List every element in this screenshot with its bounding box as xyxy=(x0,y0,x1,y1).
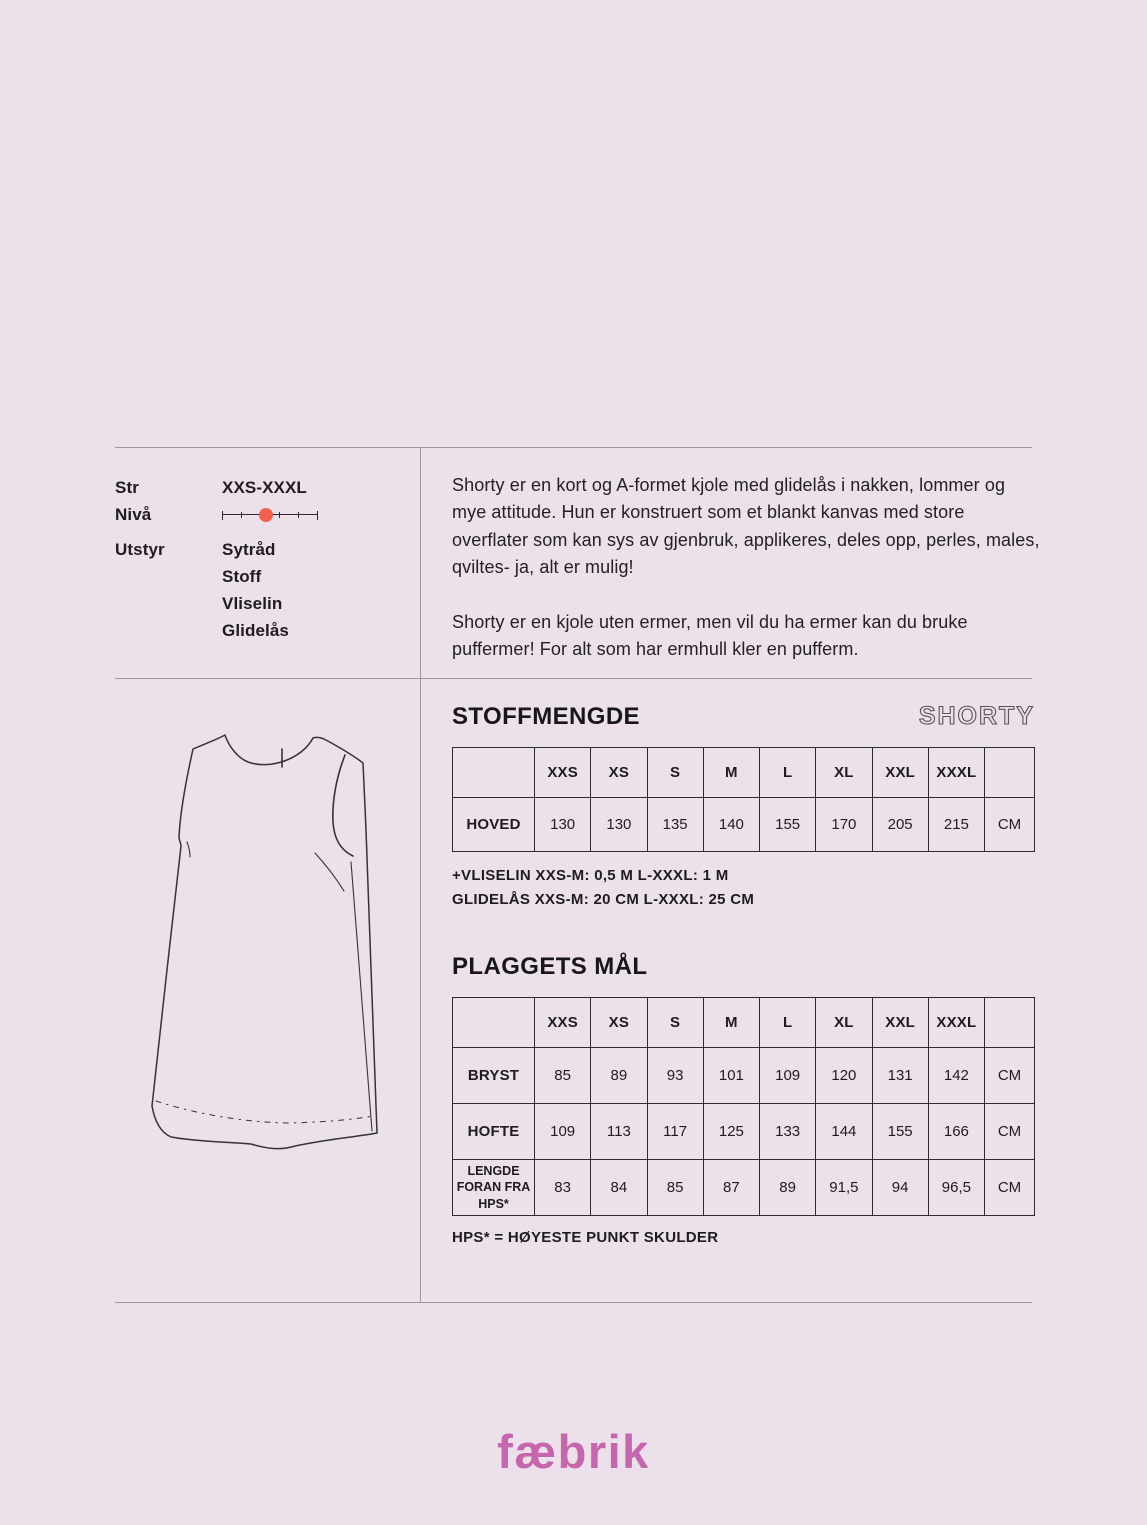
table-cell: 135 xyxy=(647,798,703,852)
table-cell: 155 xyxy=(872,1104,928,1160)
table-cell: 89 xyxy=(760,1160,816,1216)
fabric-amount-table xyxy=(452,747,1035,852)
table-cell: 120 xyxy=(816,1048,872,1104)
table-cell: 89 xyxy=(591,1048,647,1104)
level-tick xyxy=(279,512,280,518)
table-row-label: LENGDE FORAN FRA HPS* xyxy=(453,1160,535,1216)
table-cell: 96,5 xyxy=(928,1160,984,1216)
table-header-cell: M xyxy=(703,998,759,1048)
table-cell: 117 xyxy=(647,1104,703,1160)
table-cell: 205 xyxy=(872,798,928,852)
table-cell: 93 xyxy=(647,1048,703,1104)
pattern-name-watermark: SHORTY xyxy=(918,702,1035,730)
table-cell: 94 xyxy=(872,1160,928,1216)
table-row xyxy=(453,1048,1035,1104)
garment-measurements-table xyxy=(452,997,1035,1216)
level-label: Nivå xyxy=(115,505,152,524)
table-cell: 109 xyxy=(760,1048,816,1104)
hps-footnote: HPS* = HØYESTE PUNKT SKULDER xyxy=(452,1229,719,1246)
table-header-cell: XXXL xyxy=(928,748,984,798)
table-header-cell xyxy=(453,748,535,798)
equipment-item: Vliselin xyxy=(222,594,283,613)
table-cell: 131 xyxy=(872,1048,928,1104)
table-cell: CM xyxy=(985,1160,1035,1216)
description-paragraph: Shorty er en kort og A-formet kjole med glidelås i nakken, lommer og mye attitude. Hun er konstruert som et blankt kanvas med store overflater som kan sys av gjenbruk, applikeres, deles opp, perles, males, qviltes- ja, alt er mulig! xyxy=(452,475,1040,578)
table-cell: 142 xyxy=(928,1048,984,1104)
level-slider xyxy=(222,501,318,528)
table-row xyxy=(453,798,1035,852)
table-cell: 113 xyxy=(591,1104,647,1160)
fabric-note-line: GLIDELÅS XXS-M: 20 CM L-XXXL: 25 CM xyxy=(452,891,755,908)
table-row xyxy=(453,748,1035,798)
table-cell: 101 xyxy=(703,1048,759,1104)
table-cell: 91,5 xyxy=(816,1160,872,1216)
level-tick xyxy=(317,511,318,520)
table-cell: CM xyxy=(985,1048,1035,1104)
table-cell: 87 xyxy=(703,1160,759,1216)
table-header-cell: L xyxy=(760,998,816,1048)
table-cell: 144 xyxy=(816,1104,872,1160)
table-row xyxy=(453,1160,1035,1216)
dress-illustration xyxy=(130,710,420,1170)
middle-divider xyxy=(115,678,1032,679)
table-cell: CM xyxy=(985,1104,1035,1160)
table-cell: 125 xyxy=(703,1104,759,1160)
table-header-cell xyxy=(453,998,535,1048)
table-header-cell xyxy=(985,748,1035,798)
table-header-cell: XXS xyxy=(535,998,591,1048)
table-header-cell: S xyxy=(647,748,703,798)
level-dot-indicator xyxy=(259,508,273,522)
table-header-cell: XS xyxy=(591,748,647,798)
equipment-item: Stoff xyxy=(222,567,262,586)
table-cell: 215 xyxy=(928,798,984,852)
faebrik-logo: fæbrik xyxy=(497,1425,650,1478)
specs-block xyxy=(115,474,318,644)
equipment-item: Glidelås xyxy=(222,621,289,640)
equipment-label: Utstyr xyxy=(115,540,165,559)
level-tick xyxy=(222,511,223,520)
table-header-cell: S xyxy=(647,998,703,1048)
table-cell: 130 xyxy=(591,798,647,852)
product-description xyxy=(452,472,1040,663)
table-cell: 83 xyxy=(535,1160,591,1216)
table-header-cell: XL xyxy=(816,998,872,1048)
table-header-cell: XL xyxy=(816,748,872,798)
measurements-section-title: PLAGGETS MÅL xyxy=(452,953,648,980)
table-cell: 130 xyxy=(535,798,591,852)
table-header-cell: L xyxy=(760,748,816,798)
table-row xyxy=(453,998,1035,1048)
table-cell: 170 xyxy=(816,798,872,852)
description-paragraph: Shorty er en kjole uten ermer, men vil du ha ermer kan du bruke puffermer! For alt som har ermhull kler en pufferm. xyxy=(452,611,968,660)
table-header-cell: XXS xyxy=(535,748,591,798)
table-row-label: HOFTE xyxy=(453,1104,535,1160)
table-cell: 85 xyxy=(535,1048,591,1104)
table-header-cell: XXXL xyxy=(928,998,984,1048)
table-header-cell xyxy=(985,998,1035,1048)
fabric-note-line: +VLISELIN XXS-M: 0,5 M L-XXXL: 1 M xyxy=(452,867,729,884)
table-header-cell: XXL xyxy=(872,998,928,1048)
table-row-label: BRYST xyxy=(453,1048,535,1104)
table-cell: 155 xyxy=(760,798,816,852)
top-divider xyxy=(115,447,1032,448)
table-cell: 166 xyxy=(928,1104,984,1160)
table-row-label: HOVED xyxy=(453,798,535,852)
bottom-divider xyxy=(115,1302,1032,1303)
equipment-item: Sytråd xyxy=(222,540,276,559)
table-cell: 84 xyxy=(591,1160,647,1216)
table-cell: 140 xyxy=(703,798,759,852)
size-value: XXS-XXXL xyxy=(222,478,307,497)
table-cell: 85 xyxy=(647,1160,703,1216)
table-cell: CM xyxy=(985,798,1035,852)
fabric-section-title: STOFFMENGDE xyxy=(452,703,640,730)
table-header-cell: M xyxy=(703,748,759,798)
table-cell: 109 xyxy=(535,1104,591,1160)
size-label: Str xyxy=(115,478,139,497)
vertical-divider xyxy=(420,447,421,1302)
level-tick xyxy=(298,512,299,518)
table-header-cell: XXL xyxy=(872,748,928,798)
fabric-notes xyxy=(452,864,754,912)
level-tick xyxy=(241,512,242,518)
table-header-cell: XS xyxy=(591,998,647,1048)
table-row xyxy=(453,1104,1035,1160)
table-cell: 133 xyxy=(760,1104,816,1160)
